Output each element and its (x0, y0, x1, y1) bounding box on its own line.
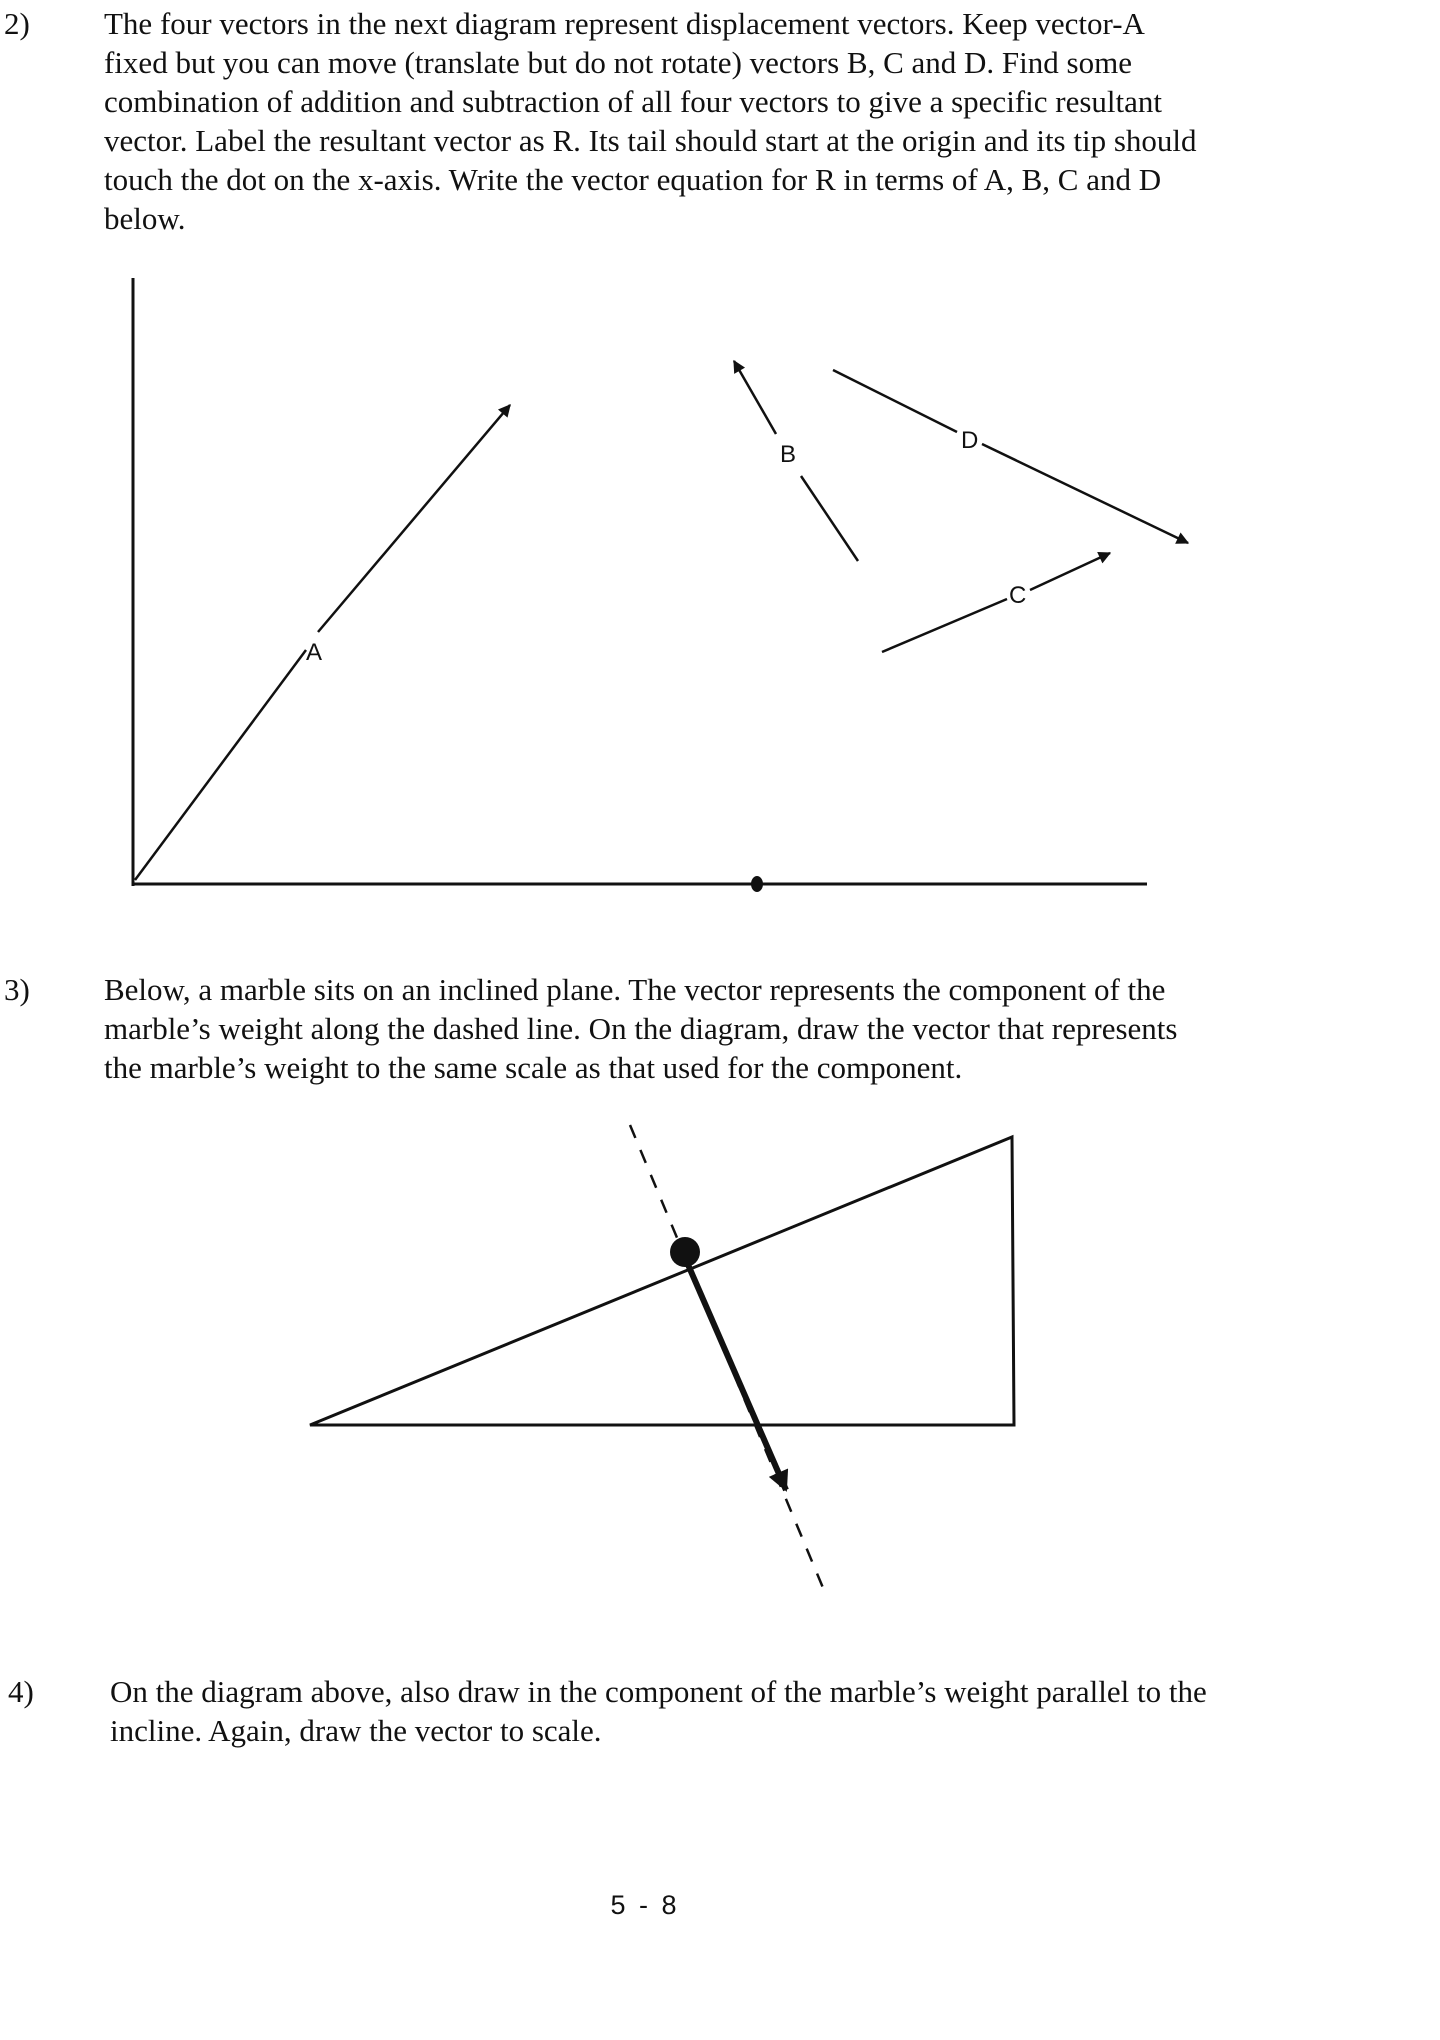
incline-triangle (310, 1137, 1014, 1425)
vector-d (833, 370, 1188, 543)
vector-c (882, 553, 1110, 652)
marble (670, 1237, 700, 1267)
vector-diagram (0, 0, 1440, 900)
resultant-target-dot (751, 876, 763, 892)
question-4-number: 4) (8, 1674, 34, 1709)
vector-b (734, 361, 858, 561)
text-line: On the diagram above, also draw in the component of the marble’s weight parallel to the (110, 1674, 1207, 1709)
text-line: below. (104, 201, 186, 236)
vector-a (135, 405, 510, 880)
text-line: incline. Again, draw the vector to scale. (110, 1713, 602, 1748)
vector-d-label: D (961, 427, 979, 454)
question-3-text (104, 970, 1177, 1087)
text-line: vector. Label the resultant vector as R. Its tail should start at the origin and its tip should (104, 123, 1197, 158)
vector-b-label: B (780, 441, 797, 468)
text-line: marble’s weight along the dashed line. On the diagram, draw the vector that represents (104, 1011, 1178, 1046)
text-line: touch the dot on the x-axis. Write the vector equation for R in terms of A, B, C and D (104, 162, 1162, 197)
question-2-number: 2) (4, 6, 30, 41)
text-line: fixed but you can move (translate but do not rotate) vectors B, C and D. Find some (104, 45, 1132, 80)
vector-c-label: C (1009, 582, 1027, 609)
question-3-number: 3) (4, 972, 30, 1007)
vector-a-label: A (306, 639, 323, 666)
text-line: the marble’s weight to the same scale as that used for the component. (104, 1050, 963, 1085)
text-line: Below, a marble sits on an inclined plane. The vector represents the component of the (104, 972, 1166, 1007)
text-line: The four vectors in the next diagram represent displacement vectors. Keep vector-A (104, 6, 1145, 41)
inclined-plane-diagram (0, 1100, 1440, 1600)
weight-component-vector (686, 1260, 786, 1490)
question-4-text (110, 1672, 1207, 1750)
text-line: combination of addition and subtraction of all four vectors to give a specific resultant (104, 84, 1162, 119)
page-number: 5 - 8 (610, 1890, 680, 1920)
